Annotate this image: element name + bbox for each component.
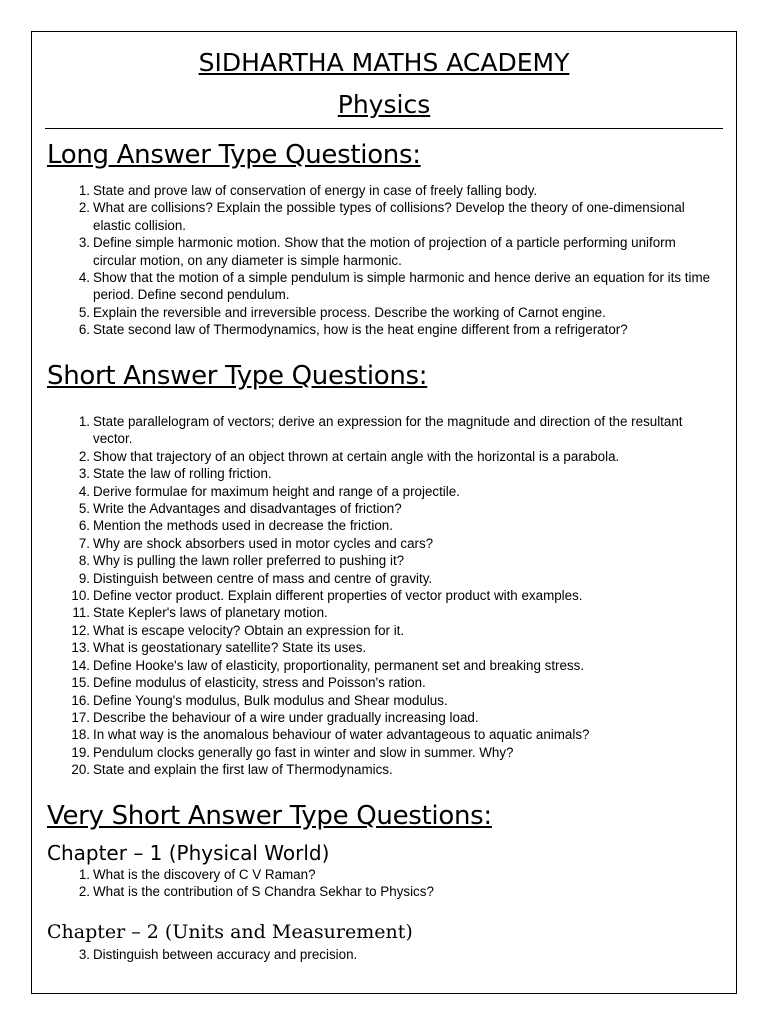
list-item: 1. State parallelogram of vectors; derive an expression for the magnitude and direction of the resultant vector. — [78, 414, 683, 447]
list-item: 6. Mention the methods used in decrease the friction. — [78, 518, 393, 534]
list-item: 2. What are collisions? Explain the possible types of collisions? Develop the theory of one-dimensional elastic collision. — [78, 200, 685, 233]
list-item: 19. Pendulum clocks generally go fast in winter and slow in summer. Why? — [71, 744, 514, 760]
list-item: 6. State second law of Thermodynamics, how is the heat engine different from a refrigerator? — [78, 322, 628, 338]
chapter-1-title: Chapter – 1 (Physical World) — [47, 841, 330, 865]
list-item: 3. State the law of rolling friction. — [78, 466, 272, 482]
list-item: 4. Show that the motion of a simple pendulum is simple harmonic and hence derive an equation for its time period. Define second pendulum. — [78, 270, 711, 303]
list-item: 16. Define Young's modulus, Bulk modulus and Shear modulus. — [71, 692, 448, 708]
list-item: 20. State and explain the first law of Thermodynamics. — [71, 762, 393, 778]
subject-title: Physics — [337, 90, 431, 119]
list-item: 1. What is the discovery of C V Raman? — [78, 867, 316, 882]
chapter-1-list — [0, 866, 718, 901]
list-item: 12. What is escape velocity? Obtain an expression for it. — [71, 622, 405, 638]
list-item: 5. Explain the reversible and irreversible process. Describe the working of Carnot engine. — [78, 304, 606, 320]
list-item: 8. Why is pulling the lawn roller preferred to pushing it? — [78, 553, 405, 569]
list-item: 7. Why are shock absorbers used in motor cycles and cars? — [78, 535, 434, 551]
list-item: 14. Define Hooke's law of elasticity, proportionality, permanent set and breaking stress. — [71, 657, 585, 673]
list-item: 17. Describe the behaviour of a wire under gradually increasing load. — [71, 709, 479, 725]
chapter-2-title: Chapter – 2 (Units and Measurement) — [47, 921, 413, 943]
very-short-answer-heading: Very Short Answer Type Questions: — [47, 801, 492, 831]
academy-title: SIDHARTHA MATHS ACADEMY — [198, 48, 570, 77]
list-item: 5. Write the Advantages and disadvantages of friction? — [78, 501, 402, 517]
list-item: 11. State Kepler's laws of planetary motion. — [72, 605, 328, 621]
long-answer-list — [0, 182, 718, 339]
list-item: 1. State and prove law of conservation of energy in case of freely falling body. — [78, 183, 538, 198]
list-item: 10. Define vector product. Explain different properties of vector product with examples. — [71, 588, 583, 604]
list-item: 3. Distinguish between accuracy and precision. — [78, 947, 358, 962]
list-item: 15. Define modulus of elasticity, stress and Poisson's ration. — [71, 675, 426, 691]
list-item: 9. Distinguish between centre of mass and centre of gravity. — [78, 570, 433, 586]
header-divider — [45, 128, 723, 129]
list-item: 3. Define simple harmonic motion. Show that the motion of projection of a particle performing uniform circular motion, on any diameter is simple harmonic. — [78, 235, 676, 268]
list-item: 2. What is the contribution of S Chandra Sekhar to Physics? — [78, 884, 434, 900]
list-item: 13. What is geostationary satellite? State its uses. — [71, 640, 367, 656]
long-answer-heading: Long Answer Type Questions: — [47, 140, 421, 170]
chapter-2-list — [0, 946, 718, 963]
list-item: 18. In what way is the anomalous behaviour of water advantageous to aquatic animals? — [71, 727, 590, 743]
short-answer-heading: Short Answer Type Questions: — [47, 361, 428, 391]
list-item: 2. Show that trajectory of an object thrown at certain angle with the horizontal is a parabola. — [78, 448, 620, 464]
list-item: 4. Derive formulae for maximum height and range of a projectile. — [78, 483, 460, 499]
short-answer-list — [0, 413, 718, 779]
